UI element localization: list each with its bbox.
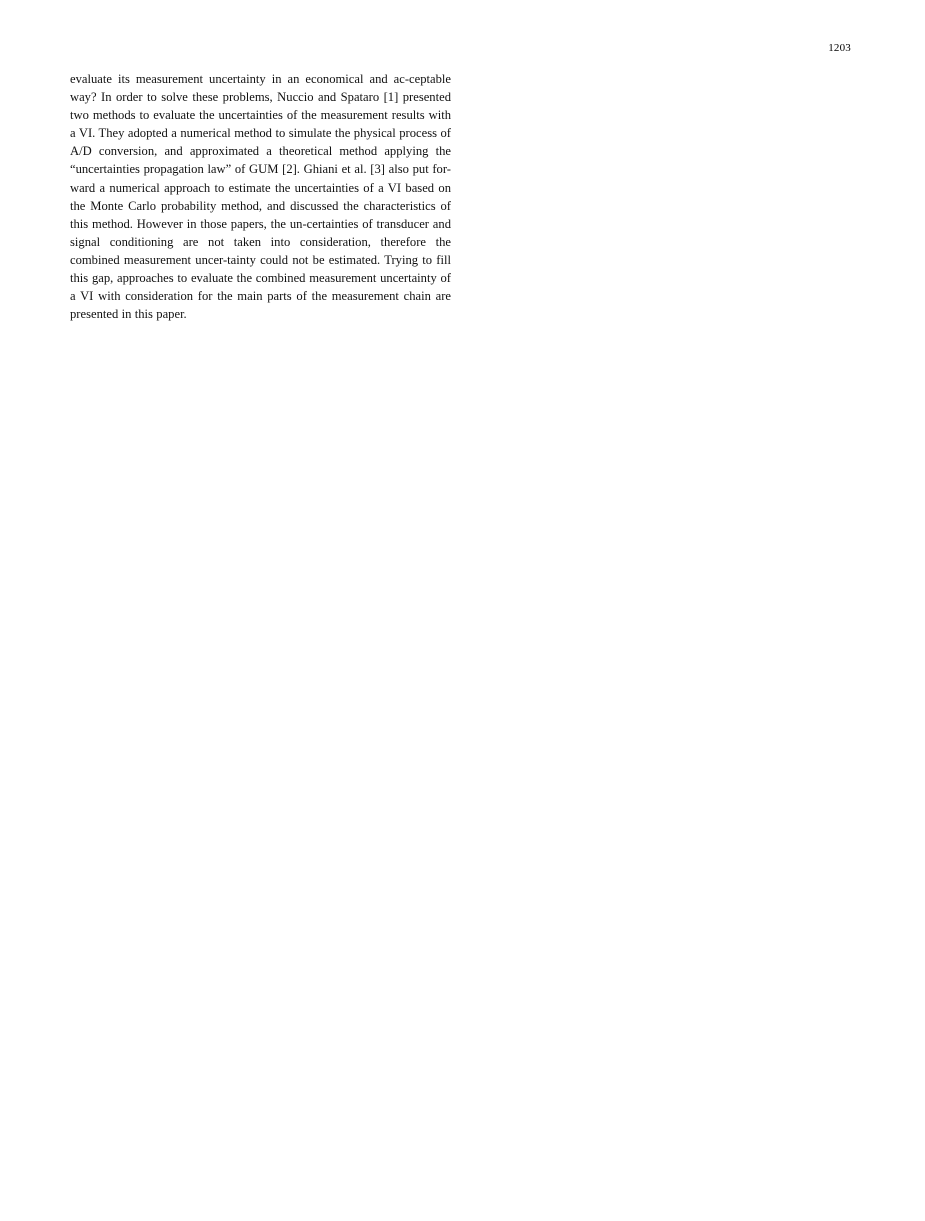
page-number: 1203 bbox=[828, 42, 851, 54]
text-column bbox=[70, 70, 451, 323]
body-paragraph: evaluate its measurement uncertainty in an economical and ac-ceptable way? In order to solve these problems, Nuccio and Spataro [1] presented two methods to evaluate the uncertainties of the measurement results with a VI. They adopted a numerical method to simulate the physical process of A/D conversion, and approximated a theoretical method applying the “uncertainties propagation law” of GUM [2]. Ghiani et al. [3] also put for-ward a numerical approach to estimate the uncertainties of a VI based on the Monte Carlo probability method, and discussed the characteristics of this method. However in those papers, the un-certainties of transducer and signal conditioning are not taken into consideration, therefore the combined measurement uncer-tainty could not be estimated. Trying to fill this gap, approaches to evaluate the combined measurement uncertainty of a VI with consideration for the main parts of the measurement chain are presented in this paper. bbox=[70, 72, 451, 322]
